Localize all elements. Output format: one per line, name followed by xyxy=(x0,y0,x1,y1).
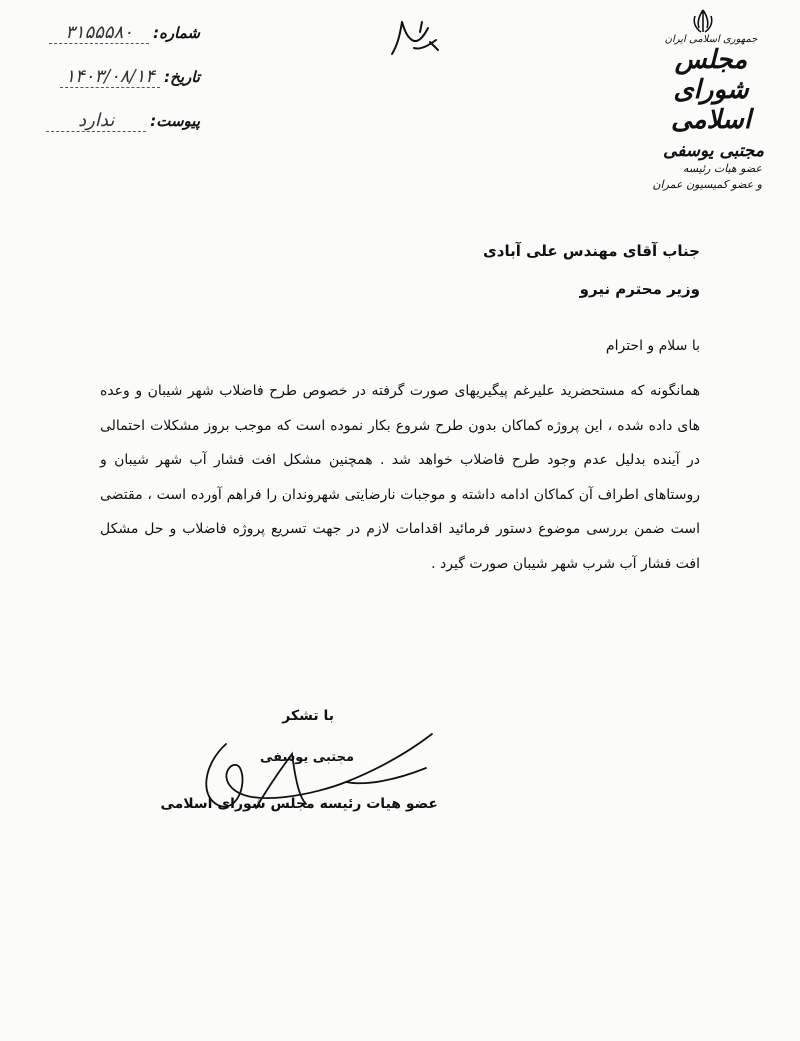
iran-emblem-icon xyxy=(689,8,717,34)
greeting: با سلام و احترام xyxy=(605,338,700,354)
reference-block xyxy=(40,22,200,154)
invocation-calligraphy xyxy=(384,14,444,60)
reference-attachment-label: پیوست: xyxy=(150,112,200,130)
letterhead xyxy=(636,8,786,193)
letterhead-name: مجتبی یوسفی xyxy=(663,141,764,161)
signer-name: مجتبی یوسفی xyxy=(259,750,354,765)
closing: با تشکر xyxy=(282,708,334,724)
reference-number-label: شماره: xyxy=(153,24,200,42)
letterhead-parliament-logo: مجلس شورای اسلامی xyxy=(670,45,752,135)
reference-date-label: تاریخ: xyxy=(164,68,200,86)
letterhead-role-line-1: عضو هیات رئیسه xyxy=(682,162,762,175)
reference-date-value: ۱۴۰۳/۰۸/۱۴ xyxy=(60,66,160,88)
recipient-line-1: جناب آقای مهندس علی آبادی xyxy=(483,242,700,260)
letterhead-role-line-2: و عضو کمیسیون عمران xyxy=(652,178,762,191)
body-paragraph: همانگونه که مستحضرید علیرغم پیگیریهای صورت گرفته در خصوص طرح فاضلاب شهر شیبان و وعده های داده شده ، این پروژه کماکان بدون طرح شروع بکار نموده است که موجب بروز مشکلات احتمالی در آینده بدلیل عدم وجود طرح فاضلاب خواهد شد . همچنین مشکل افت فشار آب شهر شیبان و روستاهای اطراف آن کماکان ادامه داشته و موجبات نارضایتی شهروندان را فراهم آورده است ، مقتضی است ضمن بررسی موضوع دستور فرمائید اقدامات لازم در جهت تسریع پروژه فاضلاب و حل مشکل افت فشار آب شرب شهر شیبان صورت گیرد . xyxy=(100,383,700,572)
reference-number-row xyxy=(40,22,200,66)
reference-number-value: ۳۱۵۵۵۸۰ xyxy=(49,22,149,44)
signer-title: عضو هیات رئیسه مجلس شورای اسلامی xyxy=(160,796,438,812)
reference-attachment-row xyxy=(40,110,200,154)
recipient-line-2: وزیر محترم نیرو xyxy=(579,280,700,298)
recipient-block xyxy=(100,232,700,308)
reference-attachment-value: ندارد xyxy=(46,110,146,132)
letterhead-republic: جمهوری اسلامی ایران xyxy=(664,34,758,45)
reference-date-row xyxy=(40,66,200,110)
